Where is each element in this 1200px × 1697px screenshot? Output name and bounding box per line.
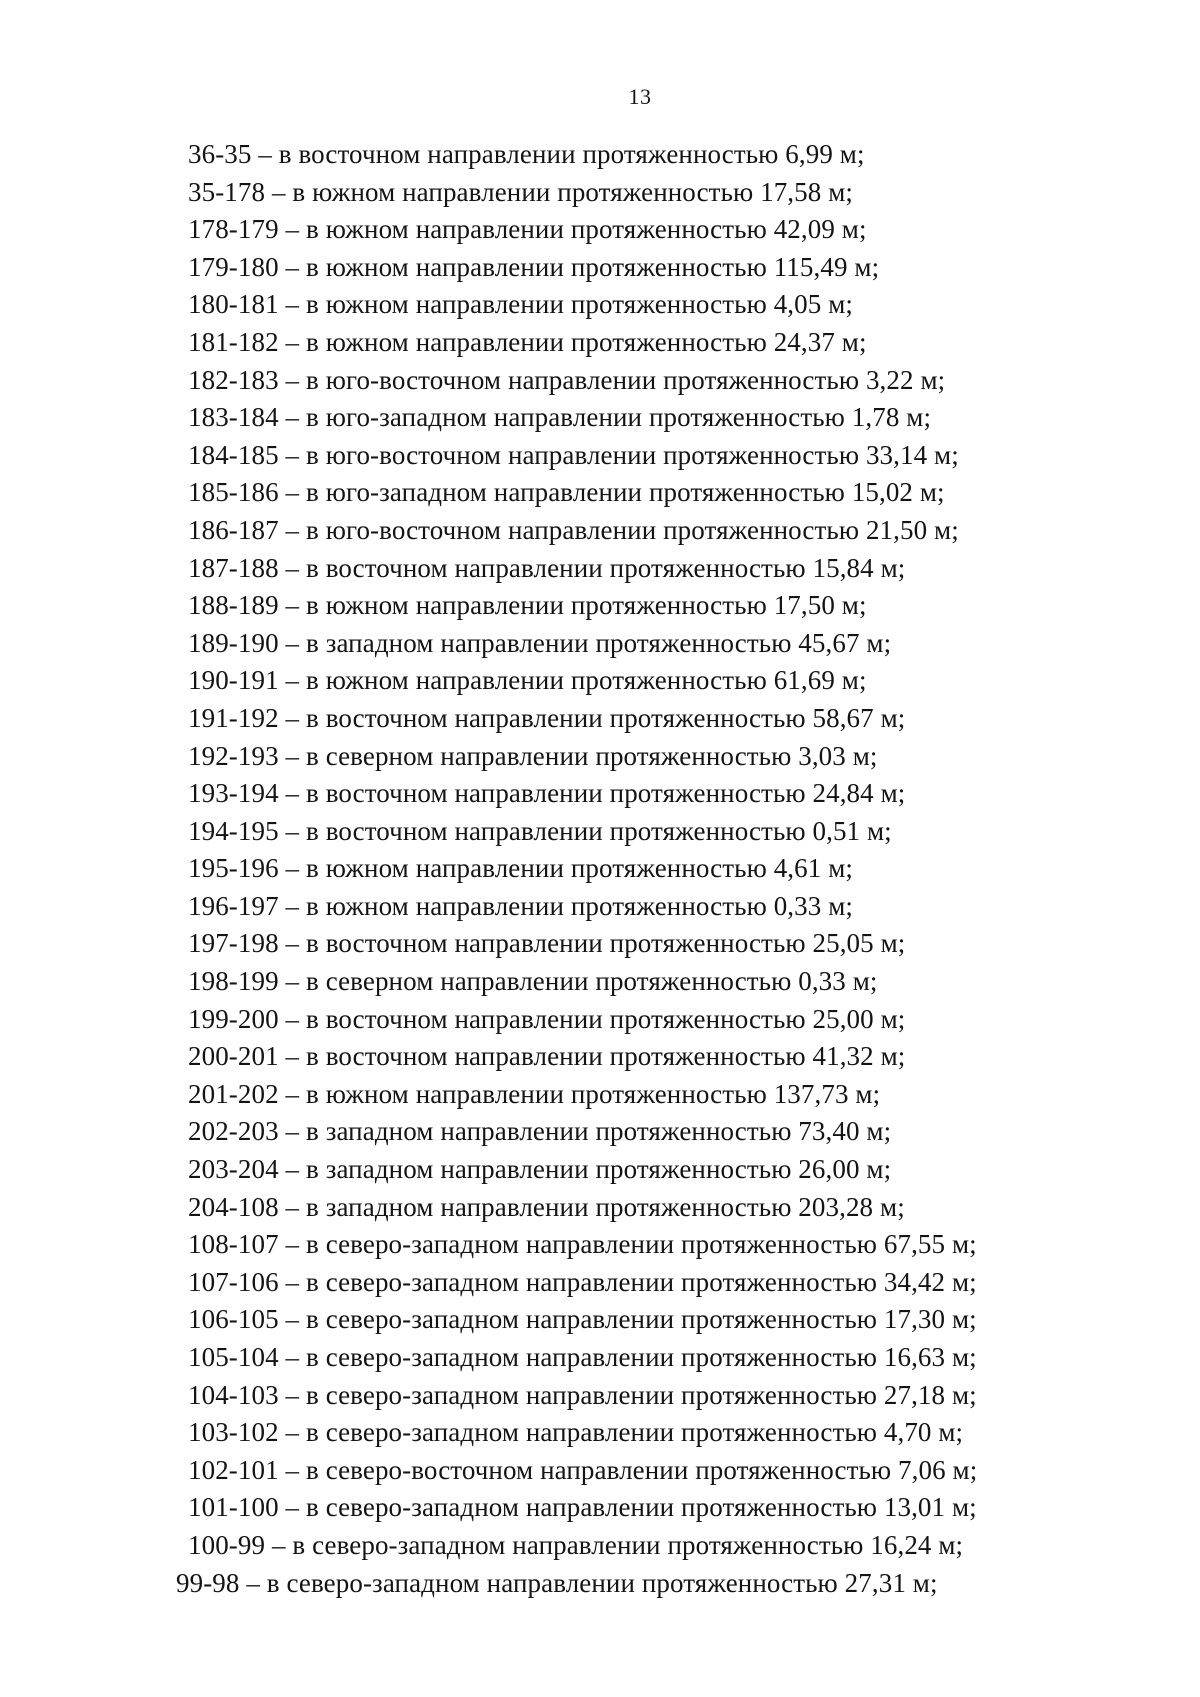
boundary-line: 195-196 – в южном направлении протяженностью 4,61 м; bbox=[188, 853, 853, 884]
boundary-line: 181-182 – в южном направлении протяженностью 24,37 м; bbox=[188, 326, 867, 357]
boundary-line: 179-180 – в южном направлении протяженностью 115,49 м; bbox=[188, 251, 880, 282]
boundary-line: 194-195 – в восточном направлении протяженностью 0,51 м; bbox=[188, 815, 892, 846]
boundary-line: 100-99 – в северо-западном направлении протяженностью 16,24 м; bbox=[188, 1529, 964, 1560]
boundary-line: 185-186 – в юго-западном направлении протяженностью 15,02 м; bbox=[188, 477, 945, 508]
boundary-description-list bbox=[0, 136, 1200, 1602]
boundary-line: 178-179 – в южном направлении протяженностью 42,09 м; bbox=[188, 214, 867, 245]
page-number: 13 bbox=[628, 84, 652, 109]
boundary-line: 193-194 – в восточном направлении протяженностью 24,84 м; bbox=[188, 778, 906, 809]
boundary-line: 186-187 – в юго-восточном направлении протяженностью 21,50 м; bbox=[188, 514, 959, 545]
boundary-line: 200-201 – в восточном направлении протяженностью 41,32 м; bbox=[188, 1041, 906, 1072]
boundary-line: 99-98 – в северо-западном направлении протяженностью 27,31 м; bbox=[176, 1567, 938, 1598]
boundary-line: 106-105 – в северо-западном направлении протяженностью 17,30 м; bbox=[188, 1304, 977, 1335]
boundary-line: 201-202 – в южном направлении протяженностью 137,73 м; bbox=[188, 1078, 881, 1109]
boundary-line: 204-108 – в западном направлении протяженностью 203,28 м; bbox=[188, 1191, 905, 1222]
boundary-line: 203-204 – в западном направлении протяженностью 26,00 м; bbox=[188, 1154, 892, 1185]
boundary-line: 190-191 – в южном направлении протяженностью 61,69 м; bbox=[188, 665, 867, 696]
boundary-line: 188-189 – в южном направлении протяженностью 17,50 м; bbox=[188, 590, 867, 621]
boundary-line: 102-101 – в северо-восточном направлении протяженностью 7,06 м; bbox=[188, 1454, 978, 1485]
boundary-line: 197-198 – в восточном направлении протяженностью 25,05 м; bbox=[188, 928, 906, 959]
boundary-line: 105-104 – в северо-западном направлении протяженностью 16,63 м; bbox=[188, 1342, 977, 1372]
boundary-line: 191-192 – в восточном направлении протяженностью 58,67 м; bbox=[188, 702, 906, 733]
boundary-line: 196-197 – в южном направлении протяженностью 0,33 м; bbox=[188, 890, 853, 921]
boundary-line: 36-35 – в восточном направлении протяженностью 6,99 м; bbox=[188, 139, 865, 169]
boundary-line: 104-103 – в северо-западном направлении протяженностью 27,18 м; bbox=[188, 1379, 977, 1410]
boundary-line: 108-107 – в северо-западном направлении протяженностью 67,55 м; bbox=[188, 1229, 977, 1260]
boundary-line: 103-102 – в северо-западном направлении протяженностью 4,70 м; bbox=[188, 1417, 964, 1448]
boundary-line: 35-178 – в южном направлении протяженностью 17,58 м; bbox=[188, 176, 853, 207]
boundary-line: 184-185 – в юго-восточном направлении протяженностью 33,14 м; bbox=[188, 439, 959, 470]
boundary-line: 107-106 – в северо-западном направлении протяженностью 34,42 м; bbox=[188, 1266, 977, 1297]
boundary-line: 187-188 – в восточном направлении протяженностью 15,84 м; bbox=[188, 552, 906, 583]
boundary-line: 101-100 – в северо-западном направлении протяженностью 13,01 м; bbox=[188, 1492, 977, 1523]
boundary-line: 182-183 – в юго-восточном направлении протяженностью 3,22 м; bbox=[188, 364, 946, 395]
boundary-line: 183-184 – в юго-западном направлении протяженностью 1,78 м; bbox=[188, 402, 932, 433]
boundary-line: 199-200 – в восточном направлении протяженностью 25,00 м; bbox=[188, 1003, 906, 1034]
boundary-line: 189-190 – в западном направлении протяженностью 45,67 м; bbox=[188, 627, 892, 658]
boundary-line: 192-193 – в северном направлении протяженностью 3,03 м; bbox=[188, 740, 878, 771]
boundary-line: 180-181 – в южном направлении протяженностью 4,05 м; bbox=[188, 289, 853, 320]
boundary-line: 202-203 – в западном направлении протяженностью 73,40 м; bbox=[188, 1116, 892, 1147]
boundary-line: 198-199 – в северном направлении протяженностью 0,33 м; bbox=[188, 966, 878, 997]
